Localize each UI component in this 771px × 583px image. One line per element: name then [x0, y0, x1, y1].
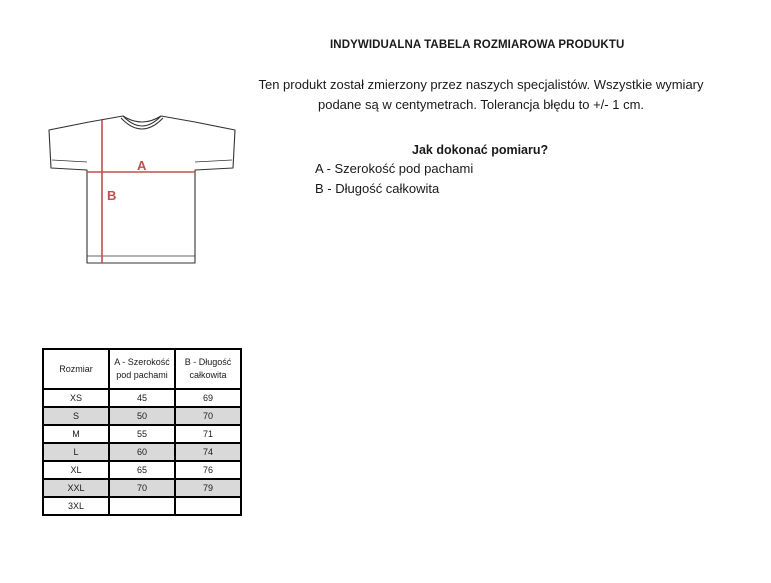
cell-b: 70: [175, 407, 241, 425]
cell-b: 71: [175, 425, 241, 443]
cell-a: 45: [109, 389, 175, 407]
size-table: [42, 348, 242, 516]
measurement-lines: [87, 120, 195, 263]
label-a: A: [137, 158, 147, 173]
header-a-line-2: pod pachami: [116, 370, 168, 380]
tshirt-outline: [49, 116, 235, 263]
cell-size: 3XL: [43, 497, 109, 515]
header-b-line-2: całkowita: [189, 370, 227, 380]
measure-steps: [315, 159, 473, 199]
cell-b: 76: [175, 461, 241, 479]
header-a: [109, 349, 175, 389]
cell-size: L: [43, 443, 109, 461]
table-row: [43, 497, 241, 515]
cell-size: M: [43, 425, 109, 443]
cell-a: 55: [109, 425, 175, 443]
cell-a: 50: [109, 407, 175, 425]
table-row: [43, 443, 241, 461]
cell-b: 74: [175, 443, 241, 461]
cell-b: 69: [175, 389, 241, 407]
table-row: [43, 479, 241, 497]
label-b: B: [107, 188, 117, 203]
intro-text: [250, 75, 712, 115]
cell-size: XS: [43, 389, 109, 407]
measure-step-b: B - Długość całkowita: [315, 181, 440, 196]
cell-a: 60: [109, 443, 175, 461]
page-title: INDYWIDUALNA TABELA ROZMIAROWA PRODUKTU: [330, 39, 625, 51]
measure-step-a: A - Szerokość pod pachami: [315, 161, 474, 176]
cell-size: S: [43, 407, 109, 425]
cell-size: XXL: [43, 479, 109, 497]
cell-b: [175, 497, 241, 515]
cell-size: XL: [43, 461, 109, 479]
header-size: Rozmiar: [43, 349, 109, 389]
header-b-line-1: B - Długość: [184, 357, 232, 367]
header-a-line-1: A - Szerokość: [114, 357, 170, 367]
tshirt-diagram: [45, 108, 245, 273]
measure-heading: Jak dokonać pomiaru?: [412, 143, 549, 157]
table-row: [43, 389, 241, 407]
table-header-row: [43, 349, 241, 389]
table-row: [43, 461, 241, 479]
cell-a: 70: [109, 479, 175, 497]
cell-b: 79: [175, 479, 241, 497]
intro-line-1: Ten produkt został zmierzony przez naszych specjalistów. Wszystkie wymiary: [258, 77, 704, 92]
table-row: [43, 407, 241, 425]
table-row: [43, 425, 241, 443]
header-b: [175, 349, 241, 389]
cell-a: [109, 497, 175, 515]
intro-line-2: podane są w centymetrach. Tolerancja błędu to +/- 1 cm.: [317, 97, 645, 112]
cell-a: 65: [109, 461, 175, 479]
